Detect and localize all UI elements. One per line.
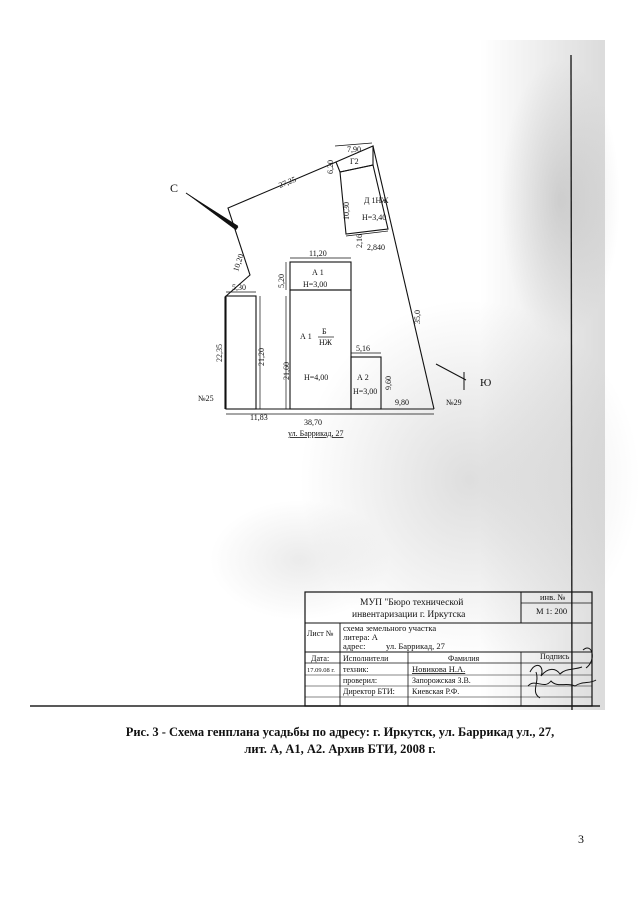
page-number: 3 [578, 832, 584, 846]
stamp-desc-addr: ул. Баррикад, 27 [386, 641, 445, 651]
north-label: С [170, 181, 179, 195]
building-g2-name: Г2 [350, 157, 359, 166]
dim-top-diag: 27,25 [277, 174, 298, 190]
dim-bottom-total: 38,70 [304, 418, 322, 427]
building-shed [226, 296, 256, 409]
stamp-org-line1: МУП "Бюро технической [360, 598, 464, 608]
stamp-inv-label: инв. № [540, 592, 566, 602]
dim-a-left: 21,60 [282, 362, 291, 380]
dim-shed-side: 21,20 [257, 348, 266, 366]
stamp-role3: Директор БТИ: [343, 687, 395, 696]
building-a-frac-den: НЖ [319, 338, 332, 347]
stamp-surname-label: Фамилия [448, 654, 480, 663]
dim-d-left: 10,30 [342, 202, 351, 220]
dim-g-top: 7,90 [347, 145, 361, 154]
building-a2-name: А 2 [357, 373, 369, 382]
building-a1-name: А 1 [312, 268, 324, 277]
dim-bottom-right: 9,80 [395, 398, 409, 407]
caption-line-2: лит. А, А1, А2. Архив БТИ, 2008 г. [244, 742, 436, 756]
building-a-height: Н=4,00 [304, 373, 329, 382]
building-a1-height: Н=3,00 [303, 280, 328, 289]
south-label: Ю [480, 377, 492, 389]
stamp-name2: Запорожская З.В. [412, 676, 471, 685]
stamp-role2: проверил: [343, 676, 378, 685]
building-a-name: А 1 [300, 332, 312, 341]
stamp-role1: техник: [343, 665, 369, 674]
dim-right-side: 35,0 [413, 310, 422, 324]
figure-caption [60, 724, 620, 758]
dim-a2-top: 5,16 [356, 344, 370, 353]
caption-line-1: Рис. 3 - Схема генплана усадьбы по адресу: г. Иркутск, ул. Баррикад ул., 27, [125, 725, 555, 739]
building-d-name: Д 1НЖ [364, 196, 389, 205]
dim-left-diag: 10,20 [231, 252, 246, 273]
stamp-desc-addr-label: адрес: [343, 641, 366, 651]
building-a-frac-num: Б [322, 327, 327, 336]
dim-a1-left: 5,20 [277, 274, 286, 288]
stamp-signature-label: Подпись [540, 652, 570, 661]
neighbor-left-label: №25 [198, 394, 214, 403]
dim-a1-top: 11,20 [309, 249, 327, 258]
dim-d-bottom: 2,840 [367, 243, 385, 252]
stamp-org-line2: инвентаризации г. Иркутска [352, 610, 466, 620]
stamp-scale: М 1: 200 [536, 606, 568, 616]
dim-g-left: 6,20 [326, 160, 335, 174]
dim-a2-right: 9,60 [384, 376, 393, 390]
building-d-height: Н=3,40 [362, 213, 387, 222]
stamp-name1: Новикова Н.А. [412, 664, 466, 674]
stamp-sheet-label: Лист № [307, 629, 334, 638]
building-a2-height: Н=3,00 [353, 387, 378, 396]
street-label: ул. Баррикад, 27 [288, 429, 344, 438]
dim-bottom-left: 11,83 [250, 413, 268, 422]
dim-d-small: 2,16 [355, 234, 364, 248]
stamp-date-label: Дата: [311, 654, 330, 663]
stamp-name3: Киевская Р.Ф. [412, 687, 460, 696]
stamp-performers-label: Исполнители [343, 654, 389, 663]
north-arrow [186, 193, 238, 230]
stamp-date-value: 17.09.08 г. [307, 667, 335, 674]
dim-shed-top: 5,30 [232, 283, 246, 292]
neighbor-right-label: №29 [446, 398, 462, 407]
stamp-desc-line2: литера: А [343, 632, 378, 642]
dim-left-side: 22,35 [215, 344, 224, 362]
frame-right-edge [571, 55, 572, 710]
stamp-desc-line1: схема земельного участка [343, 623, 437, 633]
